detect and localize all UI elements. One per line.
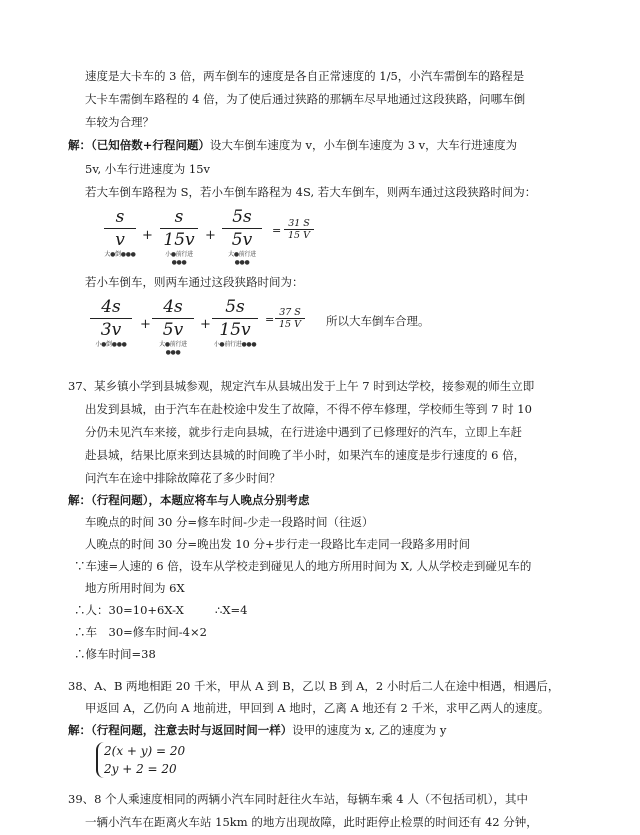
term-note: 小●前行进●●●: [165, 251, 193, 266]
denominator: v: [115, 230, 125, 250]
result-denominator: 15 V: [288, 230, 310, 241]
problem37-solution-line: 车晚点的时间 30 分=修车时间-少走一段路时间（往返）: [85, 515, 374, 529]
problem37-solution-line: ∴车 30=修车时间-4×2: [74, 625, 207, 639]
problem37-text-line: 赴县城，结果比原来到达县城的时间晚了半小时，如果汽车的速度是步行速度的 6 倍，: [85, 448, 526, 462]
problem36-solution-line: 若大车倒车路程为 S，若小车倒车路程为 4S, 若大车倒车，则两车通过这段狭路时间为：: [85, 185, 537, 199]
fraction-term: [90, 296, 132, 349]
problem37-solution-line: ∴X=4: [215, 603, 248, 617]
problem39-text-line: 39、8 个人乘速度相同的两辆小汽车同时赶往火车站，每辆车乘 4 人（不包括司机），其中: [68, 792, 528, 806]
denominator: 15v: [219, 320, 251, 340]
result-fraction: [275, 307, 305, 330]
fraction-term: [160, 206, 198, 267]
solution-label: 解：: [68, 138, 91, 152]
result-fraction: [284, 218, 314, 241]
problem38-solution-line: [68, 722, 446, 738]
denominator: 5v: [231, 230, 253, 250]
problem36-text-line: 车较为合理？: [85, 115, 154, 129]
plus-sign: +: [142, 228, 153, 243]
problem38-text-line: 甲返回 A，乙仍向 A 地前进，甲回到 A 地时，乙离 A 地还有 2 千米，求甲乙两人的速度。: [85, 701, 550, 715]
term-note: 小●前行进●●●: [213, 341, 257, 348]
term-note: 大●前行进●●●: [159, 341, 187, 356]
fraction-term: [222, 206, 262, 267]
problem37-solution-line: ∴人：30=10+6X-X: [74, 603, 184, 617]
fraction-term: [212, 296, 258, 349]
problem36-text-line: 速度是大卡车的 3 倍，两车倒车的速度是各自正常速度的 1/5，小汽车需倒车的路程是: [85, 69, 525, 83]
plus-sign: +: [200, 317, 211, 332]
denominator: 5v: [162, 320, 184, 340]
problem36-solution-line: 5v, 小车行进速度为 15v: [85, 162, 211, 176]
numerator: 4s: [90, 296, 132, 319]
equals-sign: =: [265, 313, 275, 326]
problem37-text-line: 问汽车在途中排除故障花了多少时间？: [85, 471, 281, 485]
fraction-term: [104, 206, 136, 259]
numerator: 5s: [212, 296, 258, 319]
conclusion-text: 所以大车倒车合理。: [326, 314, 430, 328]
problem37-solution-line: 地方所用时间为 6X: [85, 581, 185, 595]
problem36-text-line: 大卡车需倒车路程的 4 倍，为了使后通过狭路的那辆车尽早地通过这段狭路，问哪车倒: [85, 92, 526, 106]
plus-sign: +: [205, 228, 216, 243]
plus-sign: +: [140, 317, 151, 332]
result-denominator: 15 V: [279, 319, 301, 330]
result-numerator: 37 S: [275, 307, 305, 319]
problem37-solution-line: ∴修车时间=38: [74, 647, 156, 661]
problem36-solution-line: 若小车倒车，则两车通过这段狭路时间为：: [85, 275, 304, 289]
solution-tag: （已知倍数+行程问题）: [91, 138, 210, 152]
problem37-solution-heading: 解：（行程问题），本题应将车与人晚点分别考虑: [68, 493, 310, 507]
numerator: 5s: [222, 206, 262, 229]
solution-tag: （行程问题，注意去时与返回时间一样）: [91, 723, 293, 737]
term-note: 小●倒●●●: [95, 341, 127, 348]
problem37-text-line: 出发到县城，由于汽车在赴校途中发生了故障，不得不停车修理，学校师生等到 7 时 10: [85, 402, 532, 416]
equation-system: [96, 742, 185, 778]
term-note: 大●倒●●●: [104, 251, 136, 258]
system-equation: 2y + 2 = 20: [104, 762, 177, 776]
numerator: 4s: [152, 296, 194, 319]
problem36-solution-line: [68, 137, 517, 153]
problem37-text-line: 37、某乡镇小学到县城参观，规定汽车从县城出发于上午 7 时到达学校，接参观的师生立即: [68, 379, 535, 393]
numerator: s: [104, 206, 136, 229]
problem37-solution-line: ∵车速=人速的 6 倍，设车从学校走到碰见人的地方所用时间为 X, 人从学校走到碰见车的: [74, 559, 532, 573]
term-note: 大●前行进●●●: [228, 251, 256, 266]
denominator: 3v: [100, 320, 122, 340]
result-numerator: 31 S: [284, 218, 314, 230]
denominator: 15v: [163, 230, 195, 250]
problem37-solution-line: 人晚点的时间 30 分=晚出发 10 分+步行走一段路比车走同一段路多用时间: [85, 537, 471, 551]
solution-label: 解：: [68, 723, 91, 737]
equals-sign: =: [272, 224, 282, 237]
numerator: s: [160, 206, 198, 229]
problem38-text-line: 38、A、B 两地相距 20 千米，甲从 A 到 B，乙以 B 到 A，2 小时后二人在途中相遇，相遇后，: [68, 679, 560, 693]
problem37-text-line: 分仍未见汽车来接，就步行走向县城，在行进途中遇到了已修理好的汽车，立即上车赶: [85, 425, 522, 439]
fraction-term: [152, 296, 194, 357]
system-equation: 2(x + y) = 20: [104, 744, 186, 758]
solution-text: 设甲的速度为 x, 乙的速度为 y: [292, 723, 447, 737]
solution-text: 设大车倒车速度为 v，小车倒车速度为 3 v，大车行进速度为: [209, 138, 518, 152]
problem39-text-line: 一辆小汽车在距离火车站 15km 的地方出现故障，此时距停止检票的时间还有 42 分钟，: [85, 815, 538, 829]
